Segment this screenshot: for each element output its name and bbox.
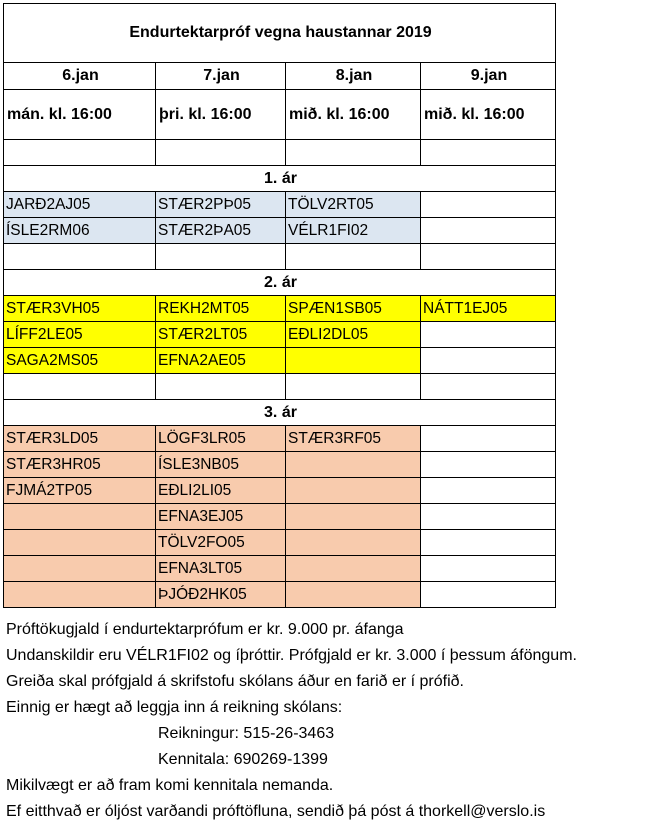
course-cell — [421, 582, 556, 608]
spacer-cell — [421, 374, 556, 400]
course-cell: SPÆN1SB05 — [286, 296, 421, 322]
course-cell — [421, 192, 556, 218]
course-row — [4, 192, 556, 218]
pay-bank-note: Einnig er hægt að leggja inn á reikning skólans: — [6, 699, 343, 716]
course-cell — [286, 556, 421, 582]
course-cell — [421, 556, 556, 582]
spacer-cell — [4, 140, 156, 166]
course-cell — [421, 426, 556, 452]
course-cell: EÐLI2LI05 — [156, 478, 286, 504]
course-cell — [286, 530, 421, 556]
spacer-cell — [286, 140, 421, 166]
course-row — [4, 426, 556, 452]
fee-note: Próftökugjald í endurtektarprófum er kr. 9.000 pr. áfanga — [6, 621, 404, 638]
course-cell — [286, 478, 421, 504]
day-date-4: 9.jan — [421, 63, 556, 90]
spacer-cell — [421, 140, 556, 166]
course-cell: VÉLR1FI02 — [286, 218, 421, 244]
course-cell: STÆR3RF05 — [286, 426, 421, 452]
course-cell — [421, 452, 556, 478]
day-time-3: mið. kl. 16:00 — [286, 90, 421, 140]
exam-notes — [6, 617, 577, 825]
spacer-cell — [286, 374, 421, 400]
course-cell: ÍSLE2RM06 — [4, 218, 156, 244]
important-note: Mikilvægt er að fram komi kennitala nemanda. — [6, 777, 334, 794]
course-cell: STÆR3LD05 — [4, 426, 156, 452]
day-date-1: 6.jan — [4, 63, 156, 90]
course-cell — [421, 478, 556, 504]
day-date-3: 8.jan — [286, 63, 421, 90]
course-cell — [4, 530, 156, 556]
kennitala: Kennitala: 690269-1399 — [158, 751, 328, 768]
course-cell — [286, 452, 421, 478]
year-header: 3. ár — [4, 400, 556, 426]
course-cell: STÆR2PÞ05 — [156, 192, 286, 218]
account-number: Reikningur: 515-26-3463 — [158, 725, 335, 742]
course-cell: STÆR2LT05 — [156, 322, 286, 348]
day-time-1: mán. kl. 16:00 — [4, 90, 156, 140]
course-row — [4, 452, 556, 478]
spacer-cell — [156, 140, 286, 166]
course-row — [4, 530, 556, 556]
course-cell — [4, 582, 156, 608]
spacer-cell — [4, 374, 156, 400]
course-row — [4, 218, 556, 244]
course-cell: ÞJÓÐ2HK05 — [156, 582, 286, 608]
course-cell — [286, 582, 421, 608]
day-time-2: þri. kl. 16:00 — [156, 90, 286, 140]
course-cell: TÖLV2RT05 — [286, 192, 421, 218]
course-cell — [286, 504, 421, 530]
course-row — [4, 556, 556, 582]
course-cell: EFNA2AE05 — [156, 348, 286, 374]
spacer-cell — [286, 244, 421, 270]
course-row — [4, 582, 556, 608]
course-cell: NÁTT1EJ05 — [421, 296, 556, 322]
year-header: 2. ár — [4, 270, 556, 296]
course-cell: FJMÁ2TP05 — [4, 478, 156, 504]
course-cell: STÆR3HR05 — [4, 452, 156, 478]
course-cell: STÆR2ÞA05 — [156, 218, 286, 244]
course-cell — [286, 348, 421, 374]
exam-schedule-table — [3, 3, 556, 608]
course-cell — [421, 504, 556, 530]
course-cell: STÆR3VH05 — [4, 296, 156, 322]
spacer-cell — [156, 244, 286, 270]
course-cell: ÍSLE3NB05 — [156, 452, 286, 478]
schedule-title: Endurtektarpróf vegna haustannar 2019 — [4, 4, 556, 63]
course-cell: LÍFF2LE05 — [4, 322, 156, 348]
day-date-2: 7.jan — [156, 63, 286, 90]
course-cell: JARÐ2AJ05 — [4, 192, 156, 218]
course-cell: EFNA3LT05 — [156, 556, 286, 582]
course-cell — [4, 504, 156, 530]
course-row — [4, 478, 556, 504]
course-cell — [4, 556, 156, 582]
course-row — [4, 348, 556, 374]
day-time-4: mið. kl. 16:00 — [421, 90, 556, 140]
pay-office-note: Greiða skal prófgjald á skrifstofu skólans áður en farið er í prófið. — [6, 673, 464, 690]
exceptions-note: Undanskildir eru VÉLR1FI02 og íþróttir. Prófgjald er kr. 3.000 í þessum áföngum. — [6, 647, 577, 664]
course-cell: EÐLI2DL05 — [286, 322, 421, 348]
course-cell: TÖLV2FO05 — [156, 530, 286, 556]
course-cell: EFNA3EJ05 — [156, 504, 286, 530]
course-cell — [421, 218, 556, 244]
course-row — [4, 504, 556, 530]
contact-note: Ef eitthvað er óljóst varðandi próftöfluna, sendið þá póst á thorkell@verslo.is — [6, 803, 546, 820]
course-cell: REKH2MT05 — [156, 296, 286, 322]
course-row — [4, 322, 556, 348]
spacer-cell — [156, 374, 286, 400]
course-cell — [421, 530, 556, 556]
course-cell: LÖGF3LR05 — [156, 426, 286, 452]
course-cell — [421, 322, 556, 348]
course-cell — [421, 348, 556, 374]
course-cell: SAGA2MS05 — [4, 348, 156, 374]
spacer-cell — [421, 244, 556, 270]
year-header: 1. ár — [4, 166, 556, 192]
spacer-cell — [4, 244, 156, 270]
course-row — [4, 296, 556, 322]
